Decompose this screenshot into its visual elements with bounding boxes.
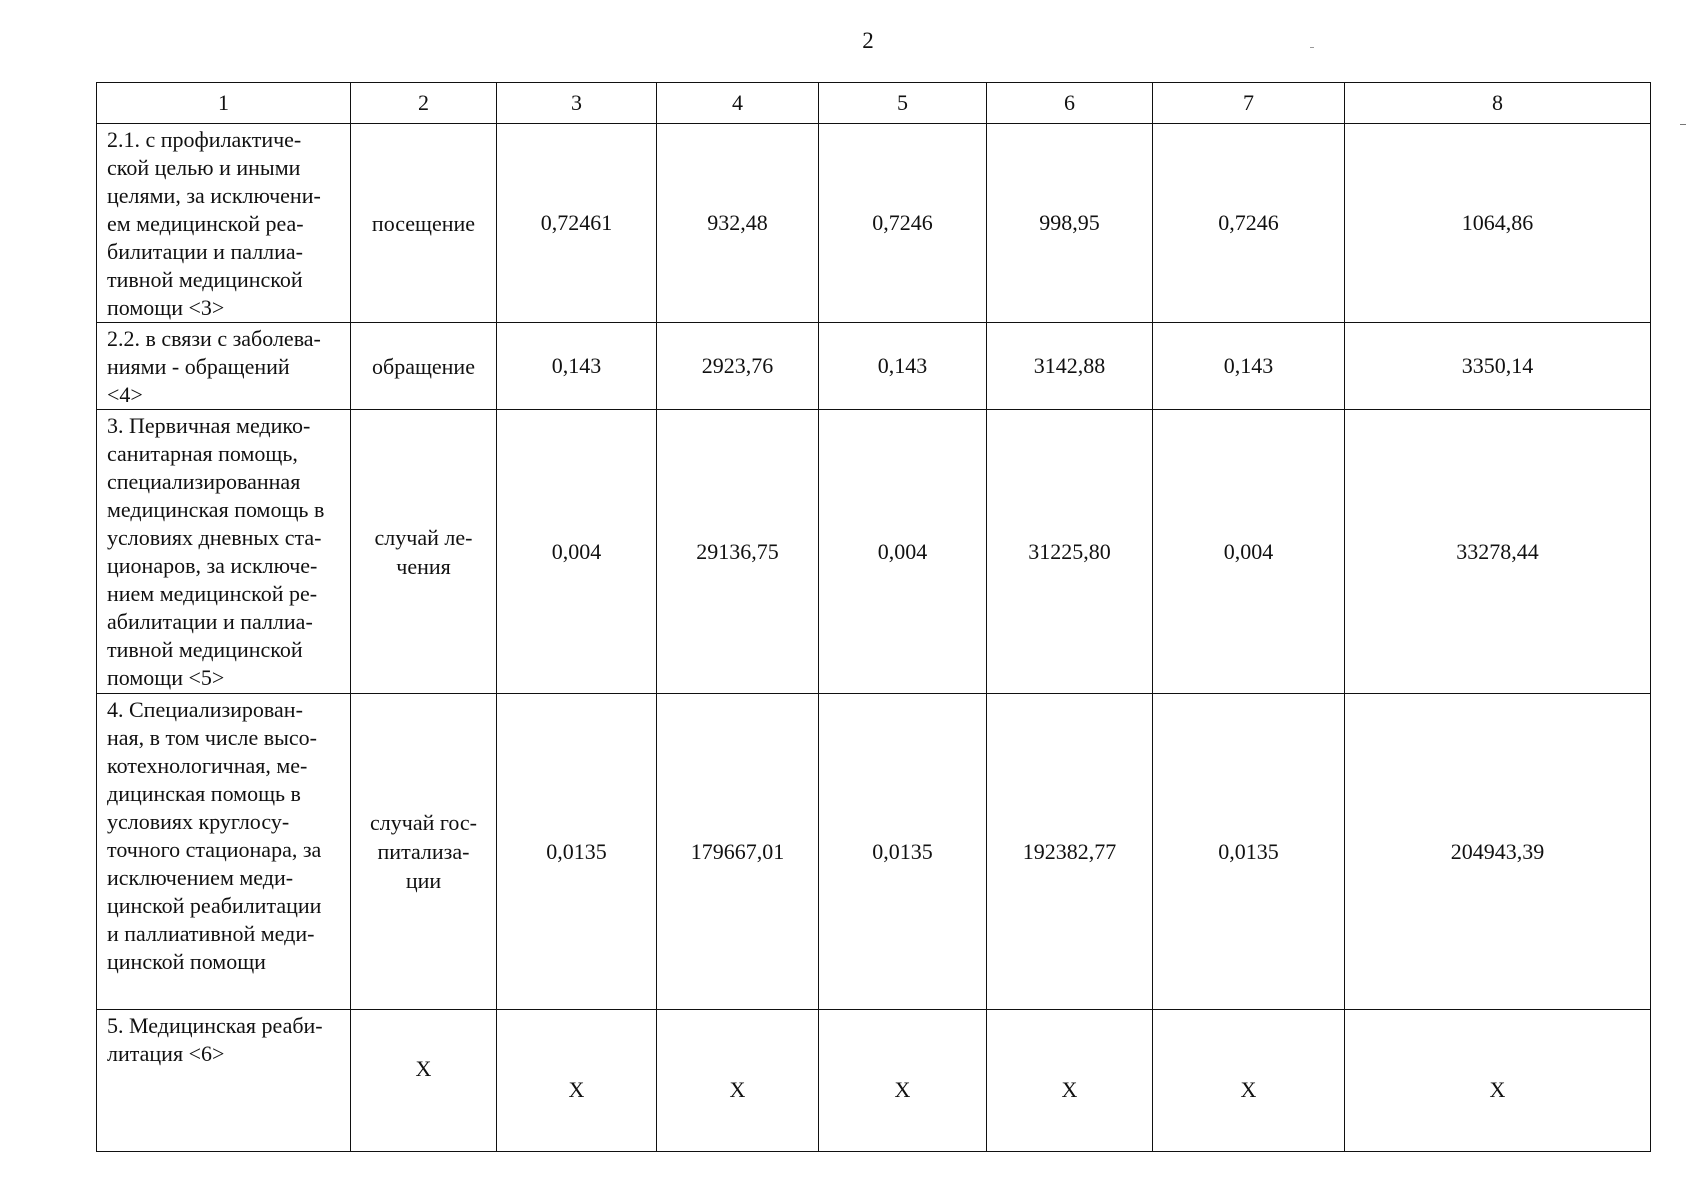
norms-table — [96, 82, 1651, 1152]
value-cell: 998,95 — [987, 124, 1153, 323]
column-header: 8 — [1345, 83, 1651, 124]
value-cell: 29136,75 — [657, 410, 819, 694]
column-header: 3 — [497, 83, 657, 124]
row-name-cell — [97, 410, 351, 694]
column-header: 4 — [657, 83, 819, 124]
unit-label: посещение — [371, 210, 476, 236]
table-row — [97, 323, 1651, 410]
column-header: 6 — [987, 83, 1153, 124]
unit-label: случай ле- чения — [374, 524, 473, 579]
table-header-row — [97, 83, 1651, 124]
value-cell: 0,004 — [819, 410, 987, 694]
scan-artifact — [1680, 124, 1686, 125]
value-cell: 932,48 — [657, 124, 819, 323]
value-cell: 0,143 — [497, 323, 657, 410]
column-header: 5 — [819, 83, 987, 124]
unit-cell — [351, 410, 497, 694]
column-header: 7 — [1153, 83, 1345, 124]
table-row — [97, 410, 1651, 694]
value-cell: 192382,77 — [987, 694, 1153, 1010]
row-name: 2.2. в связи с заболева- ниями - обращений <4> — [107, 326, 321, 407]
value-cell: 0,004 — [1153, 410, 1345, 694]
value-cell: Х — [1153, 1010, 1345, 1152]
row-name: 2.1. с профилактиче- ской целью и иными целями, за исключени- ем медицинской реа- билитации и паллиа- тивной медицинской помощи <3> — [107, 127, 321, 320]
table-row — [97, 694, 1651, 1010]
value-cell: 31225,80 — [987, 410, 1153, 694]
value-cell: Х — [1345, 1010, 1651, 1152]
value-cell: 0,0135 — [1153, 694, 1345, 1010]
row-name-cell — [97, 323, 351, 410]
column-header: 1 — [97, 83, 351, 124]
value-cell: 3350,14 — [1345, 323, 1651, 410]
value-cell: Х — [657, 1010, 819, 1152]
value-cell: 204943,39 — [1345, 694, 1651, 1010]
value-cell: 0,143 — [819, 323, 987, 410]
unit-cell: Х — [351, 1010, 497, 1152]
value-cell: Х — [987, 1010, 1153, 1152]
page-number: 2 — [862, 28, 874, 53]
value-cell: 3142,88 — [987, 323, 1153, 410]
row-name: 4. Специализирован- ная, в том числе высо- котехнологичная, ме- дицинская помощь в условиях круглосу- точного стационара, за исключением меди- цинской реабилитации и паллиативной меди- цинской помощи — [107, 697, 322, 974]
value-cell: 33278,44 — [1345, 410, 1651, 694]
value-cell: 1064,86 — [1345, 124, 1651, 323]
value-cell: 0,72461 — [497, 124, 657, 323]
table-row — [97, 124, 1651, 323]
row-name-cell — [97, 694, 351, 1010]
value-cell: 0,0135 — [819, 694, 987, 1010]
row-name-cell — [97, 124, 351, 323]
table-row — [97, 1010, 1651, 1152]
row-name-cell — [97, 1010, 351, 1152]
unit-cell — [351, 323, 497, 410]
value-cell: 0,0135 — [497, 694, 657, 1010]
unit-label: случай гос- питализа- ции — [370, 810, 477, 893]
value-cell: 179667,01 — [657, 694, 819, 1010]
scan-artifact — [1310, 47, 1314, 48]
value-cell: 0,7246 — [1153, 124, 1345, 323]
value-cell: Х — [497, 1010, 657, 1152]
value-cell: 2923,76 — [657, 323, 819, 410]
value-cell: 0,7246 — [819, 124, 987, 323]
unit-label: обращение — [372, 353, 475, 379]
value-cell: 0,004 — [497, 410, 657, 694]
value-cell: 0,143 — [1153, 323, 1345, 410]
column-header: 2 — [351, 83, 497, 124]
row-name: 3. Первичная медико- санитарная помощь, специализированная медицинская помощь в условиях дневных ста- ционаров, за исключе- нием медицинской ре- абилитации и паллиа- тивной медицинской помощи <5> — [107, 413, 325, 690]
row-name: 5. Медицинская реаби- литация <6> — [107, 1013, 323, 1066]
unit-cell — [351, 694, 497, 1010]
unit-cell — [351, 124, 497, 323]
value-cell: Х — [819, 1010, 987, 1152]
